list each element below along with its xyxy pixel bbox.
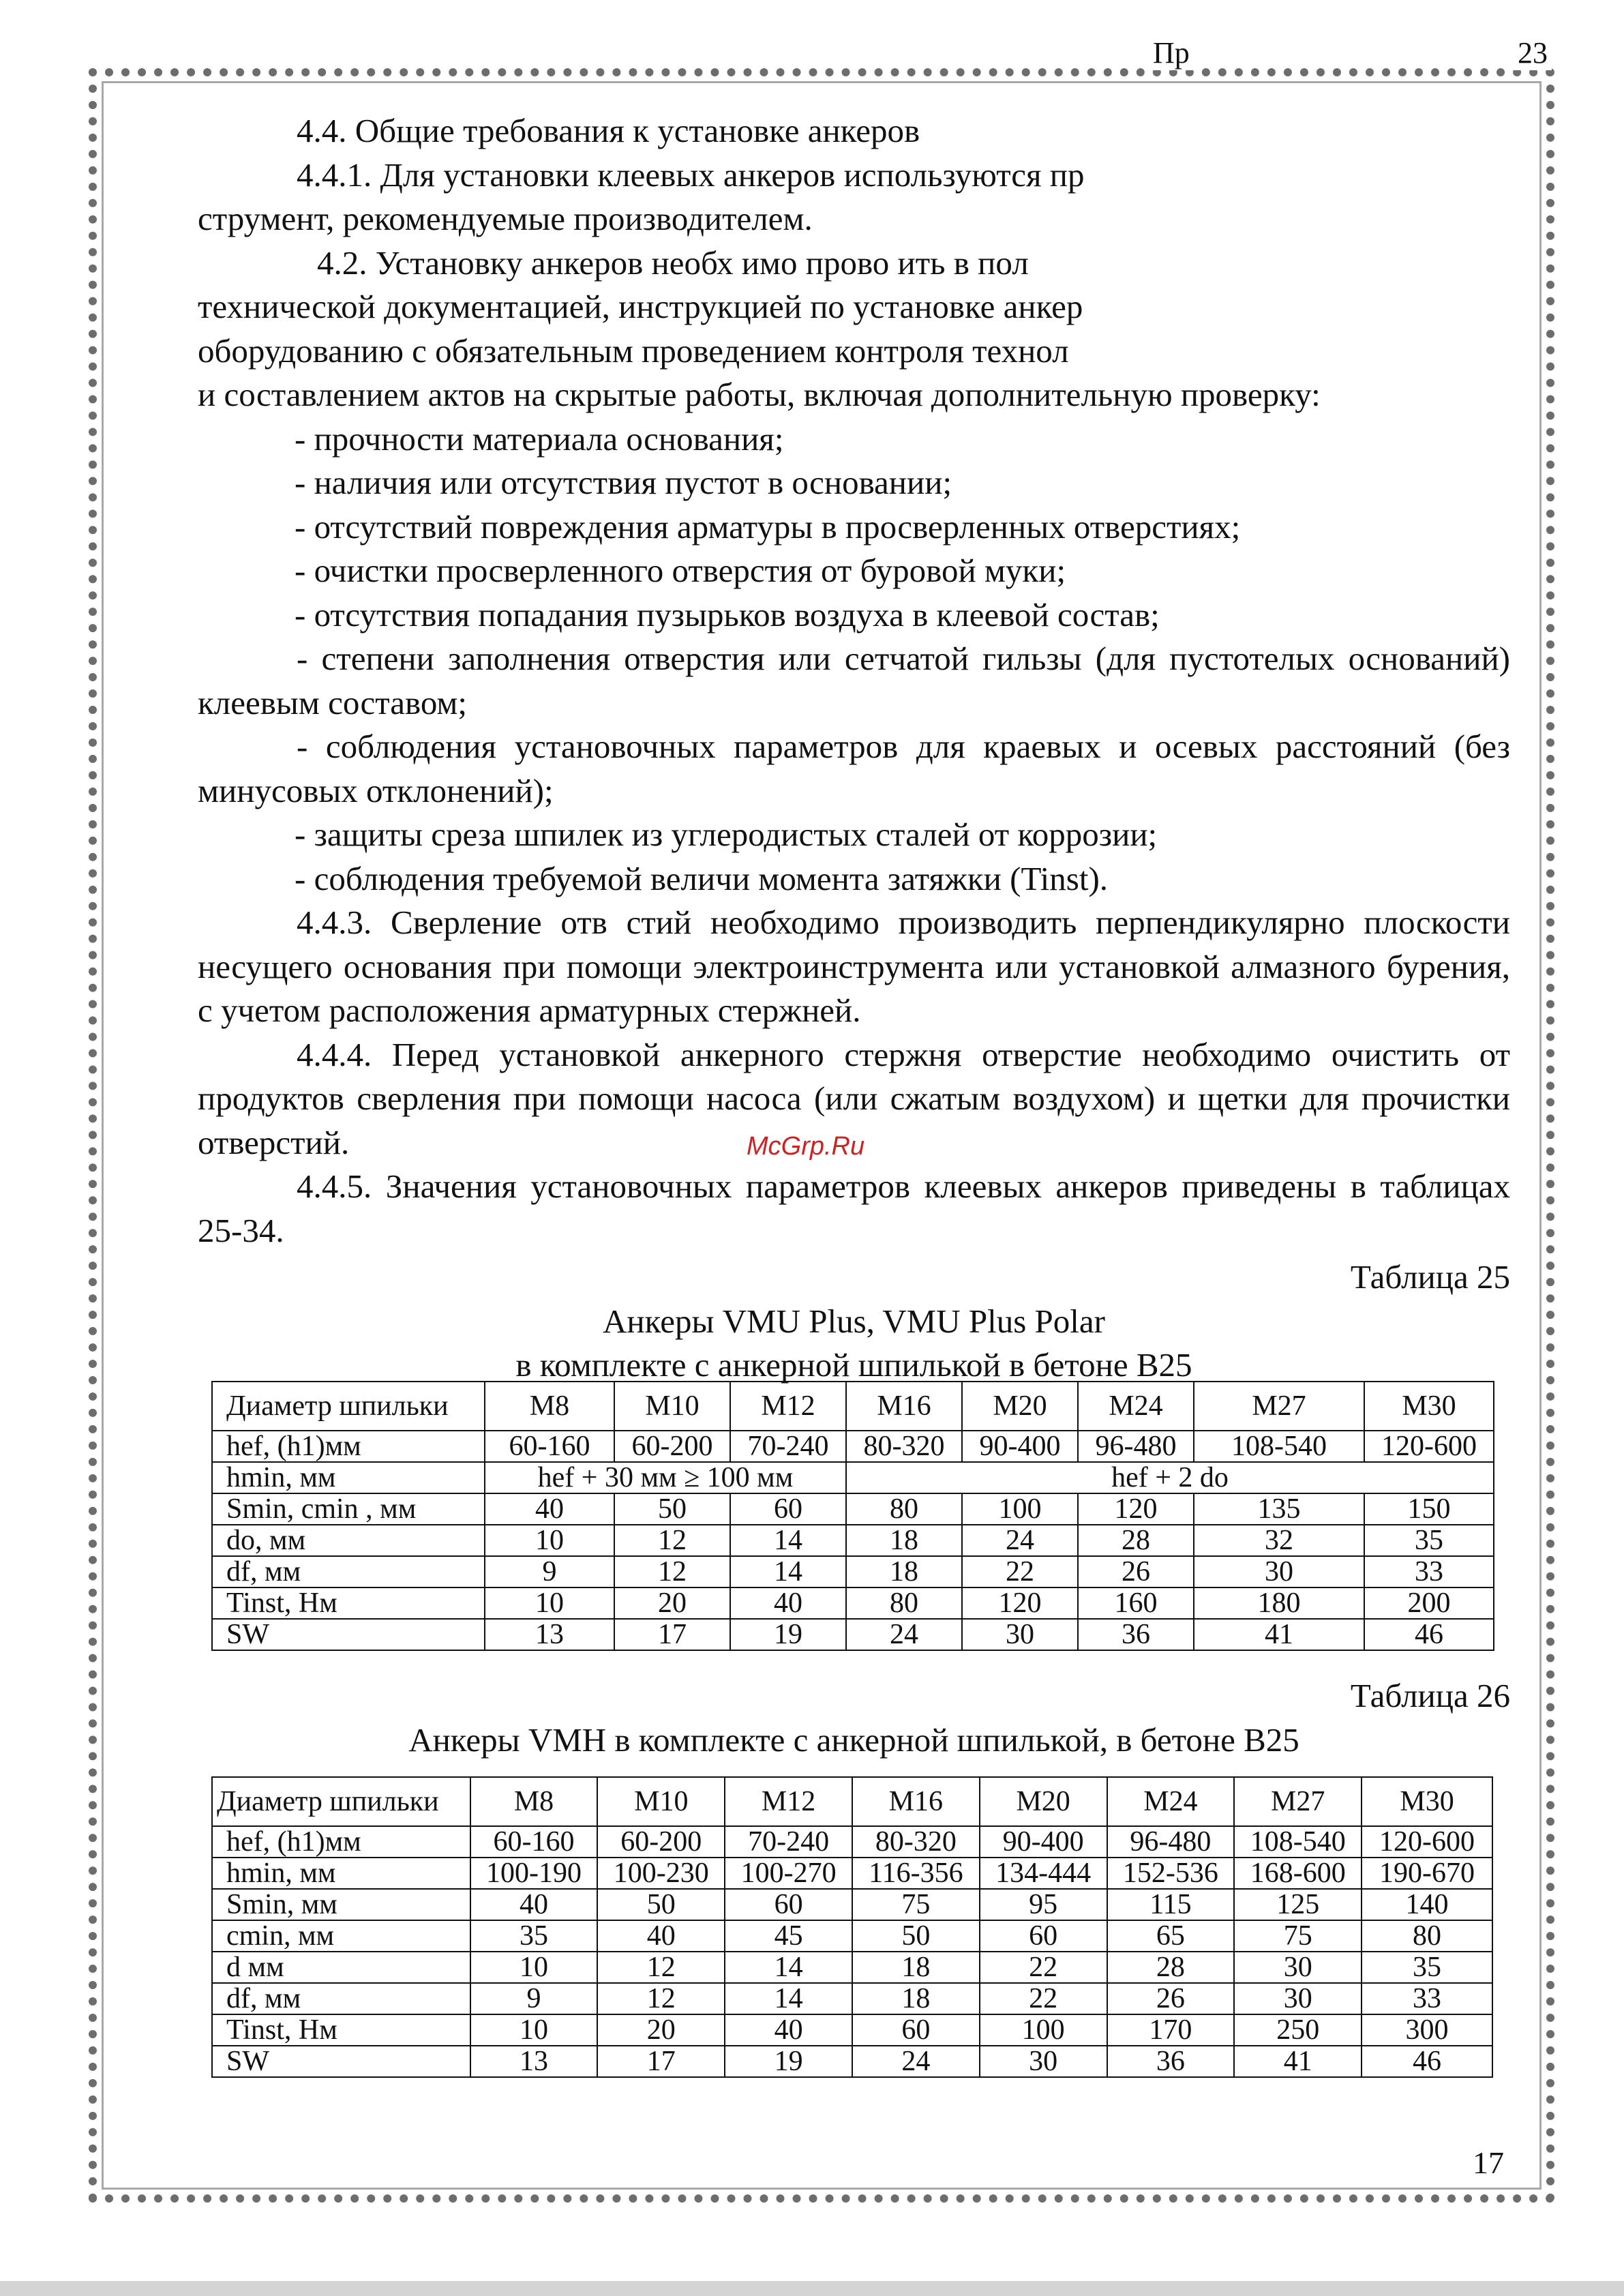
table-cell: d мм: [212, 1952, 470, 1983]
table-cell: 30: [1194, 1556, 1364, 1587]
table-header-row: [212, 1777, 1492, 1826]
table-cell: hmin, мм: [212, 1858, 470, 1889]
list-item: - соблюдения требуемой величи момента затяжки (Tinst).: [295, 859, 1109, 897]
table-cell: 65: [1107, 1920, 1235, 1952]
table-cell: Tinst, Нм: [212, 1587, 485, 1619]
paragraph: струмент, рекомендуемые производителем.: [198, 200, 813, 237]
table-cell: 13: [470, 2046, 598, 2077]
table-cell: 46: [1364, 1619, 1494, 1650]
table-cell: 14: [730, 1556, 846, 1587]
table-cell: 115: [1107, 1889, 1235, 1920]
table-header-row: [212, 1382, 1494, 1431]
table-cell: Tinst, Нм: [212, 2014, 470, 2046]
list-item: - соблюдения установочных параметров для краевых и осевых расстояний (без минусовых отклонений);: [198, 728, 1510, 809]
table-cell: hef + 2 do: [846, 1462, 1494, 1493]
table-cell: 41: [1194, 1619, 1364, 1650]
table-cell: 10: [485, 1525, 614, 1556]
table-cell: 75: [1234, 1920, 1362, 1952]
table-26-label: Таблица 26: [1350, 1677, 1510, 1714]
table-cell: 36: [1078, 1619, 1194, 1650]
paragraph: технической документацией, инструкцией по установке анкер: [198, 288, 1083, 325]
table-cell: М24: [1107, 1777, 1235, 1826]
table-cell: 20: [597, 2014, 725, 2046]
table-cell: 80-320: [852, 1826, 980, 1858]
table-cell: Smin, мм: [212, 1889, 470, 1920]
table-cell: 22: [980, 1983, 1107, 2014]
table-cell: М30: [1362, 1777, 1492, 1826]
table-cell: М20: [962, 1382, 1078, 1431]
table-cell: 150: [1364, 1493, 1494, 1525]
table-row: [212, 2046, 1492, 2077]
table-cell: 160: [1078, 1587, 1194, 1619]
table-row: [212, 1525, 1494, 1556]
table-cell: 12: [597, 1983, 725, 2014]
watermark: McGrp.Ru: [747, 1132, 865, 1161]
table-cell: do, мм: [212, 1525, 485, 1556]
table-cell: 120: [962, 1587, 1078, 1619]
table-cell: 90-400: [962, 1431, 1078, 1462]
table-cell: 9: [470, 1983, 598, 2014]
table-cell: 80: [846, 1493, 962, 1525]
table-row: [212, 1858, 1492, 1889]
table-cell: 22: [980, 1952, 1107, 1983]
table-cell: 108-540: [1234, 1826, 1362, 1858]
table-25: [211, 1381, 1494, 1651]
table-cell: М8: [470, 1777, 598, 1826]
table-cell: 75: [852, 1889, 980, 1920]
table-25-subtitle: в комплекте с анкерной шпилькой в бетоне В25: [515, 1346, 1192, 1384]
table-cell: 120-600: [1362, 1826, 1492, 1858]
table-cell: 18: [852, 1952, 980, 1983]
table-cell: 40: [597, 1920, 725, 1952]
table-cell: df, мм: [212, 1556, 485, 1587]
table-cell: 28: [1078, 1525, 1194, 1556]
table-cell: 10: [485, 1587, 614, 1619]
table-cell: 14: [725, 1983, 852, 2014]
table-cell: М8: [485, 1382, 614, 1431]
table-cell: hef, (h1)мм: [212, 1826, 470, 1858]
table-cell: 17: [597, 2046, 725, 2077]
table-cell: 19: [730, 1619, 846, 1650]
table-cell: 100-190: [470, 1858, 598, 1889]
table-cell: М12: [725, 1777, 852, 1826]
table-cell: 40: [485, 1493, 614, 1525]
table-cell: 100-230: [597, 1858, 725, 1889]
table-cell: Диаметр шпильки: [212, 1777, 470, 1826]
table-cell: hef, (h1)мм: [212, 1431, 485, 1462]
table-cell: 250: [1234, 2014, 1362, 2046]
table-cell: Диаметр шпильки: [212, 1382, 485, 1431]
table-cell: 70-240: [730, 1431, 846, 1462]
table-cell: 35: [1362, 1952, 1492, 1983]
table-cell: 40: [725, 2014, 852, 2046]
page-number: 17: [1473, 2145, 1504, 2180]
section-heading: 4.4. Общие требования к установке анкеров: [297, 112, 920, 149]
table-cell: 170: [1107, 2014, 1235, 2046]
paragraph: 4.2. Установку анкеров необх имо прово ить в пол: [317, 243, 1029, 282]
table-cell: 135: [1194, 1493, 1364, 1525]
table-cell: 30: [980, 2046, 1107, 2077]
table-cell: 30: [1234, 1952, 1362, 1983]
table-cell: 17: [614, 1619, 730, 1650]
table-cell: 32: [1194, 1525, 1364, 1556]
list-item: - степени заполнения отверстия или сетчатой гильзы (для пустотелых оснований) клеевым составом;: [198, 640, 1510, 721]
table-cell: М16: [846, 1382, 962, 1431]
header-left: Пр: [1149, 35, 1194, 70]
table-row: [212, 1462, 1494, 1493]
table-cell: 95: [980, 1889, 1107, 1920]
table-cell: 120: [1078, 1493, 1194, 1525]
table-cell: 50: [852, 1920, 980, 1952]
table-row: [212, 1619, 1494, 1650]
list-item: - очистки просверленного отверстия от буровой муки;: [295, 552, 1066, 589]
table-cell: 35: [470, 1920, 598, 1952]
table-cell: df, мм: [212, 1983, 470, 2014]
table-cell: 45: [725, 1920, 852, 1952]
table-cell: SW: [212, 1619, 485, 1650]
table-cell: 18: [846, 1556, 962, 1587]
table-cell: М30: [1364, 1382, 1494, 1431]
table-cell: 100: [980, 2014, 1107, 2046]
list-item: - защиты среза шпилек из углеродистых сталей от коррозии;: [295, 816, 1158, 853]
list-item: - отсутствий повреждения арматуры в просверленных отверстиях;: [295, 507, 1241, 546]
table-26-title: Анкеры VMH в комплекте с анкерной шпилькой, в бетоне В25: [408, 1720, 1299, 1759]
table-cell: 100: [962, 1493, 1078, 1525]
table-row: [212, 1983, 1492, 2014]
table-cell: 33: [1362, 1983, 1492, 2014]
table-cell: 9: [485, 1556, 614, 1587]
table-cell: 33: [1364, 1556, 1494, 1587]
list-item: - наличия или отсутствия пустот в основании;: [295, 464, 952, 501]
table-row: [212, 2014, 1492, 2046]
list-item: - отсутствия попадания пузырьков воздуха в клеевой состав;: [295, 595, 1160, 633]
table-cell: 28: [1107, 1952, 1235, 1983]
table-cell: 22: [962, 1556, 1078, 1587]
table-cell: 80: [846, 1587, 962, 1619]
table-cell: 80-320: [846, 1431, 962, 1462]
table-cell: Smin, cmin , мм: [212, 1493, 485, 1525]
table-cell: 26: [1078, 1556, 1194, 1587]
table-cell: М27: [1234, 1777, 1362, 1826]
table-row: [212, 1826, 1492, 1858]
table-25-label: Таблица 25: [1350, 1258, 1510, 1296]
table-cell: М10: [614, 1382, 730, 1431]
scan-edge: [0, 2281, 1624, 2296]
table-26-caption: [198, 1674, 1510, 1762]
table-cell: SW: [212, 2046, 470, 2077]
table-cell: 24: [962, 1525, 1078, 1556]
table-cell: 60: [852, 2014, 980, 2046]
table-cell: 140: [1362, 1889, 1492, 1920]
table-cell: 125: [1234, 1889, 1362, 1920]
table-cell: 180: [1194, 1587, 1364, 1619]
header-right: 23: [1514, 35, 1552, 70]
table-cell: 116-356: [852, 1858, 980, 1889]
table-row: [212, 1920, 1492, 1952]
table-cell: 35: [1364, 1525, 1494, 1556]
table-cell: 300: [1362, 2014, 1492, 2046]
paragraph: 4.4.3. Сверление отв стий необходимо производить перпендикулярно плоскости несущего основания при помощи электроинструмента или установкой алмазного бурения, с учетом расположения арматурных стержней.: [198, 904, 1510, 1029]
table-cell: 12: [614, 1525, 730, 1556]
table-cell: М10: [597, 1777, 725, 1826]
table-cell: 96-480: [1078, 1431, 1194, 1462]
table-cell: 134-444: [980, 1858, 1107, 1889]
table-cell: 30: [1234, 1983, 1362, 2014]
list-item: - прочности материала основания;: [295, 419, 784, 458]
table-row: [212, 1556, 1494, 1587]
table-cell: 24: [846, 1619, 962, 1650]
table-cell: 60-200: [614, 1431, 730, 1462]
table-cell: М24: [1078, 1382, 1194, 1431]
table-cell: 40: [470, 1889, 598, 1920]
table-cell: 40: [730, 1587, 846, 1619]
table-cell: 60: [980, 1920, 1107, 1952]
table-cell: 14: [725, 1952, 852, 1983]
table-cell: 30: [962, 1619, 1078, 1650]
table-cell: 12: [614, 1556, 730, 1587]
table-cell: 41: [1234, 2046, 1362, 2077]
table-cell: 10: [470, 1952, 598, 1983]
table-cell: 10: [470, 2014, 598, 2046]
table-cell: 152-536: [1107, 1858, 1235, 1889]
table-cell: 70-240: [725, 1826, 852, 1858]
table-cell: 96-480: [1107, 1826, 1235, 1858]
document-body: [198, 109, 1510, 1388]
table-cell: 14: [730, 1525, 846, 1556]
table-cell: 18: [852, 1983, 980, 2014]
table-cell: 90-400: [980, 1826, 1107, 1858]
table-cell: hmin, мм: [212, 1462, 485, 1493]
table-cell: cmin, мм: [212, 1920, 470, 1952]
table-cell: 60-160: [470, 1826, 598, 1858]
table-cell: 19: [725, 2046, 852, 2077]
table-cell: М20: [980, 1777, 1107, 1826]
table-row: [212, 1493, 1494, 1525]
paragraph: 4.4.4. Перед установкой анкерного стержня отверстие необходимо очистить от продуктов сверления при помощи насоса (или сжатым воздухом) и щетки для прочистки отверстий.: [198, 1035, 1510, 1161]
paragraph: 4.4.1. Для установки клеевых анкеров используются пр: [297, 155, 1085, 194]
table-row: [212, 1431, 1494, 1462]
table-cell: 50: [614, 1493, 730, 1525]
table-cell: 20: [614, 1587, 730, 1619]
table-cell: 108-540: [1194, 1431, 1364, 1462]
table-row: [212, 1889, 1492, 1920]
table-cell: 18: [846, 1525, 962, 1556]
table-cell: 200: [1364, 1587, 1494, 1619]
table-cell: 36: [1107, 2046, 1235, 2077]
table-cell: 46: [1362, 2046, 1492, 2077]
table-25-title: Анкеры VMU Plus, VMU Plus Polar: [603, 1302, 1105, 1340]
table-cell: М16: [852, 1777, 980, 1826]
table-cell: 190-670: [1362, 1858, 1492, 1889]
table-26: [211, 1776, 1493, 2078]
table-row: [212, 1952, 1492, 1983]
table-cell: 60-200: [597, 1826, 725, 1858]
table-cell: 120-600: [1364, 1431, 1494, 1462]
table-row: [212, 1587, 1494, 1619]
paragraph: оборудованию с обязательным проведением контроля технол: [198, 331, 1069, 370]
table-cell: 100-270: [725, 1858, 852, 1889]
table-cell: 26: [1107, 1983, 1235, 2014]
table-cell: 13: [485, 1619, 614, 1650]
table-cell: 60: [730, 1493, 846, 1525]
table-cell: 60-160: [485, 1431, 614, 1462]
table-cell: М27: [1194, 1382, 1364, 1431]
table-cell: 80: [1362, 1920, 1492, 1952]
table-cell: М12: [730, 1382, 846, 1431]
table-cell: hef + 30 мм ≥ 100 мм: [485, 1462, 846, 1493]
table-cell: 24: [852, 2046, 980, 2077]
table-cell: 12: [597, 1952, 725, 1983]
table-cell: 50: [597, 1889, 725, 1920]
paragraph: и составлением актов на скрытые работы, включая дополнительную проверку:: [198, 376, 1321, 413]
paragraph: 4.4.5. Значения установочных параметров клеевых анкеров приведены в таблицах 25-34.: [198, 1167, 1510, 1249]
table-cell: 168-600: [1234, 1858, 1362, 1889]
table-cell: 60: [725, 1889, 852, 1920]
